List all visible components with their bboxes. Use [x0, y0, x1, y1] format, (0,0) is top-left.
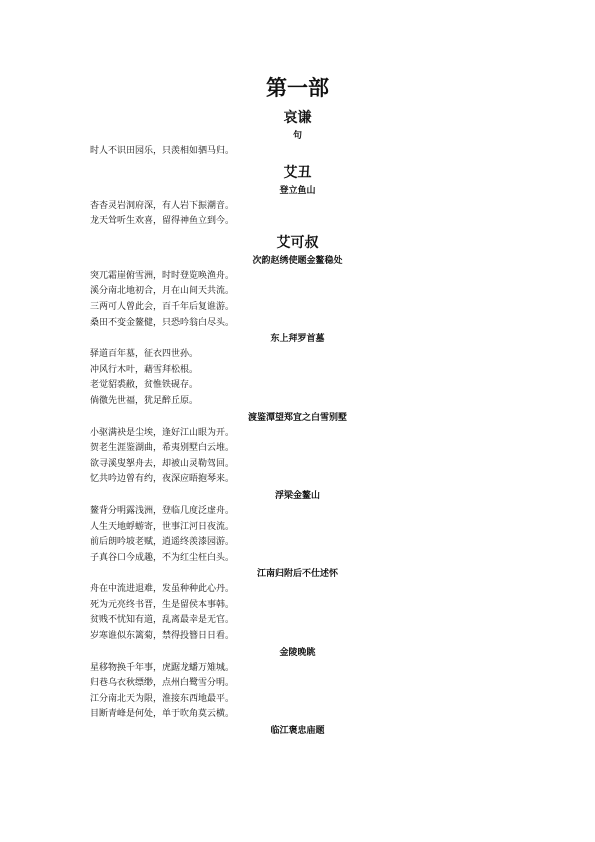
author-heading: 艾丑 [283, 164, 312, 181]
poem-line: 江分南北天为限，淮接东西地最平。 [90, 693, 235, 704]
poem-line: 驿道百年墓，征衣四世孙。 [90, 349, 199, 360]
poem-title: 东上拜罗首墓 [270, 334, 325, 345]
author-heading: 哀谦 [283, 110, 312, 126]
poem-line: 欲寻溪叟挐舟去，却被山灵勒驾回。 [90, 458, 235, 469]
poem-title: 渡鉴潭望郑宜之白雪别墅 [247, 412, 347, 423]
poem-line: 子真谷口今成趣，不为红尘枉白头。 [90, 552, 235, 563]
poem-collection [90, 108, 505, 739]
poem-line: 贫贱不忧知有道，乱离最幸是无官。 [90, 615, 235, 626]
poem-title: 江南归附后不仕述怀 [256, 569, 338, 580]
poem-line: 老觉貂裘敝，贫惟铁砚存。 [90, 380, 199, 391]
poem-line: 冲风行木叶，藉雪拜松根。 [90, 364, 199, 375]
part-title: 第一部 [266, 75, 329, 100]
poem-title: 浮梁金鳌山 [274, 490, 320, 501]
author-heading: 艾可叔 [276, 234, 319, 251]
poem-line: 三两可人曾此会，百千年后复谁游。 [90, 301, 235, 312]
poem-line: 目断青峰是何处，单于吹角莫云横。 [90, 709, 235, 720]
poem-line: 龙天耸听生欢喜，留得神鱼立到今。 [90, 216, 235, 227]
poem-line: 人生天地蜉蝣寄，世事江河日夜流。 [90, 521, 235, 532]
poem-title: 次韵赵绣使题金鳌稳处 [252, 255, 343, 266]
poem-line: 时人不识田园乐，只羡相如驷马归。 [90, 146, 235, 156]
poem-line: 前后朗吟坡老赋，逍遥终羡漆园游。 [90, 537, 235, 548]
poem-title: 金陵晚眺 [279, 647, 316, 658]
poem-line: 桑田不变金鳌健，只恐吟翁白尽头。 [90, 317, 235, 328]
poem-line: 星移物换千年事，虎踞龙蟠万雉城。 [90, 662, 235, 673]
poem-line: 杳杳灵岩洞府深，有人岩下振潮音。 [90, 200, 235, 211]
poem-line: 小驱满袂是尘埃，逢好江山眼为开。 [90, 427, 235, 438]
poem-title: 临江褒忠庙题 [270, 726, 325, 737]
poem-line: 溪分南北地初合，月在山间天共流。 [90, 286, 235, 297]
poem-line: 贺老生涯鉴湖曲，希夷别墅白云堆。 [90, 443, 235, 454]
poem-line: 忆共吟边曾有约，夜深应晤抱琴来。 [90, 474, 235, 485]
poem-line: 岁寒谁似东篱菊，禁得投簪日日看。 [90, 631, 235, 642]
poem-title: 句 [292, 131, 302, 141]
poem-line: 鳌背分明露浅洲，登临几度泛虚舟。 [90, 505, 235, 516]
poem-line: 倘徼先世福，犹足醉丘原。 [90, 395, 199, 406]
poem-line: 舟在中流进退难，发虽种种此心丹。 [90, 584, 235, 595]
poem-title: 登立鱼山 [279, 185, 316, 196]
poem-line: 归巷乌衣秋缥缈，点州白鹭雪分明。 [90, 678, 235, 689]
poem-line: 死为元亮终书晋，生是留侯本事韩。 [90, 599, 235, 610]
poem-line: 突兀霜崖俯雪洲，时时登览唤渔舟。 [90, 270, 235, 281]
